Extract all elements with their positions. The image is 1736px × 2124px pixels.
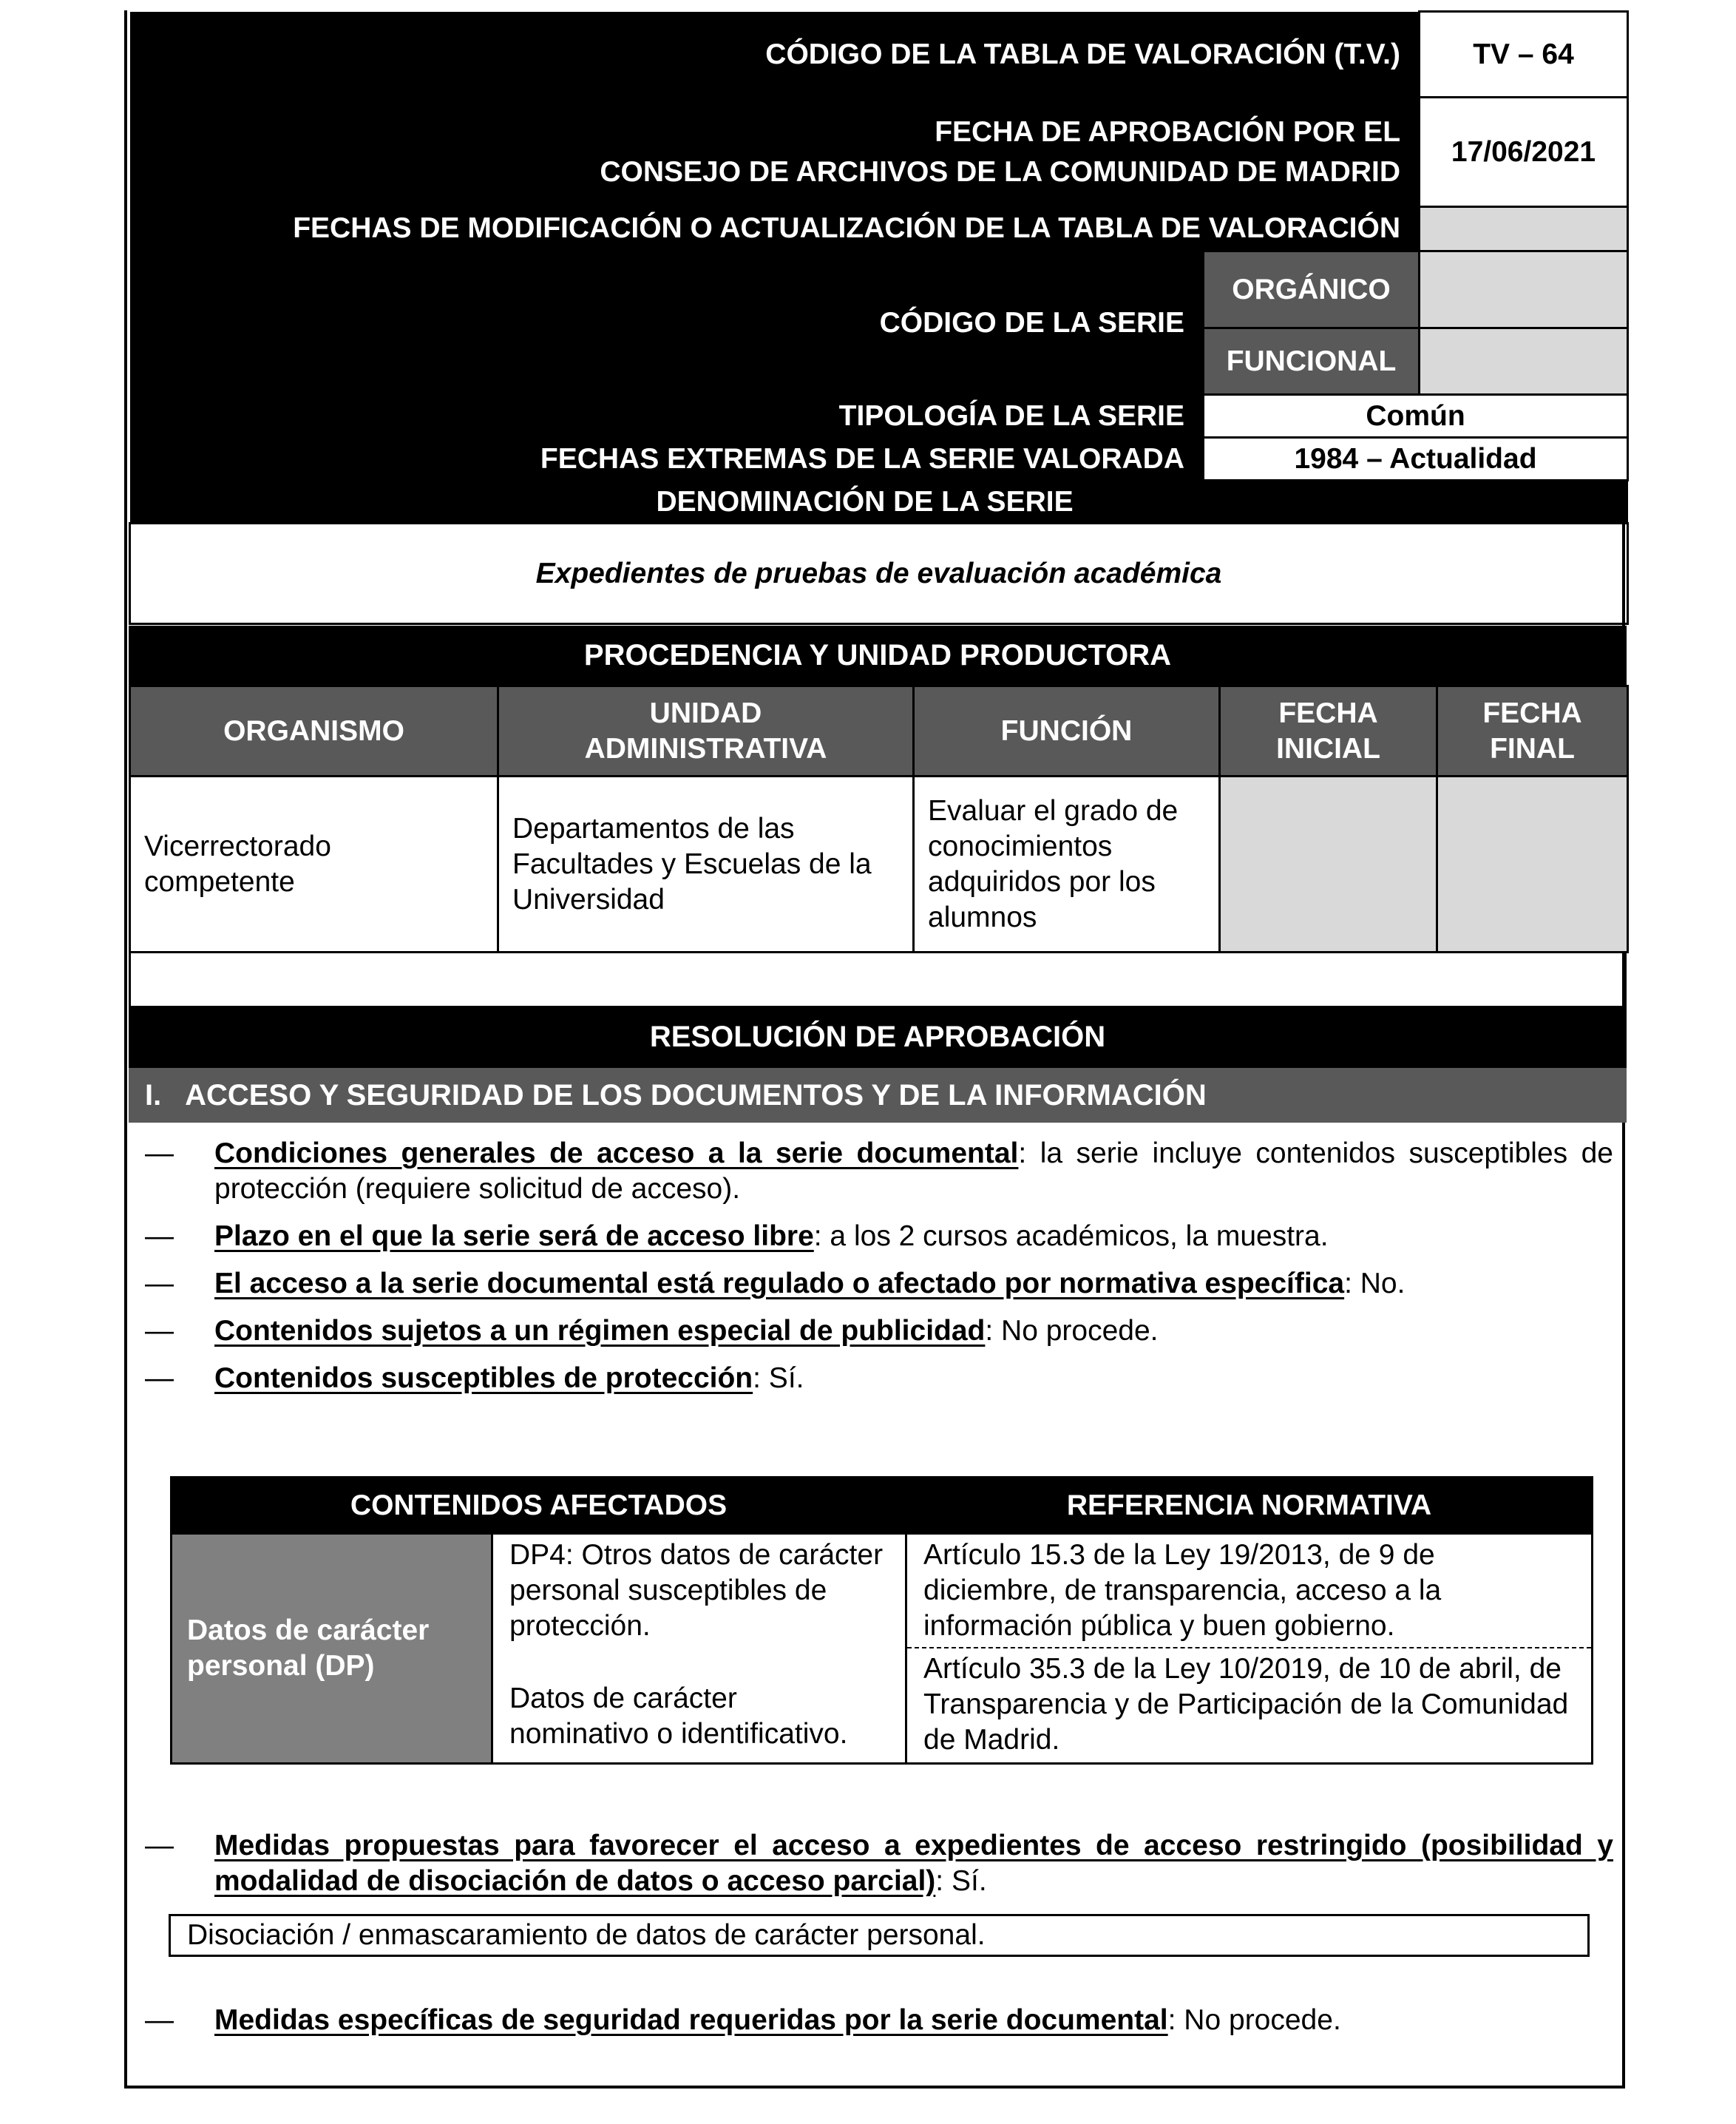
col-fecha-inicial-label: FECHA INICIAL <box>1276 697 1380 765</box>
fechas-modificacion-label: FECHAS DE MODIFICACIÓN O ACTUALIZACIÓN DE LA TABLA DE VALORACIÓN <box>130 207 1420 251</box>
dash-icon: — <box>145 1315 174 1347</box>
fechas-extremas-value: 1984 – Actualidad <box>1204 438 1628 481</box>
bullet-regulado-label: El acceso a la serie documental está regulado o afectado por normativa específica <box>214 1268 1345 1299</box>
referencia-header: REFERENCIA NORMATIVA <box>906 1478 1593 1534</box>
bullet-medidas-seguridad <box>145 2003 1613 2038</box>
organico-value <box>1420 251 1628 328</box>
dash-icon: — <box>145 1830 174 1861</box>
col-organismo: ORGANISMO <box>130 686 498 777</box>
dash-icon: — <box>145 1220 174 1252</box>
reference-2: Artículo 35.3 de la Ley 10/2019, de 10 de abril, de Transparencia y de Participación de la Comunidad de Madrid. <box>906 1648 1593 1763</box>
reference-1: Artículo 15.3 de la Ley 19/2013, de 9 de diciembre, de transparencia, acceso a la información pública y buen gobierno. <box>906 1534 1593 1648</box>
funcion-value <box>914 777 1220 953</box>
fecha-inicial-value <box>1220 777 1437 953</box>
col-fecha-final-label: FECHA FINAL <box>1482 697 1582 765</box>
bullet-publicidad <box>145 1313 1613 1349</box>
funcional-value <box>1420 328 1628 395</box>
section-acceso-title: I. ACCESO Y SEGURIDAD DE LOS DOCUMENTOS Y DE LA INFORMACIÓN <box>129 1068 1627 1123</box>
category-cell: Datos de carácter personal (DP) <box>172 1534 492 1764</box>
bullet-regulado-text: : No. <box>1344 1268 1406 1299</box>
detail-2: Datos de carácter nominativo o identificativo. <box>509 1682 848 1750</box>
bullet-condiciones <box>145 1136 1613 1207</box>
resolucion-title: RESOLUCIÓN DE APROBACIÓN <box>129 1006 1627 1068</box>
fecha-aprobacion-value: 17/06/2021 <box>1420 98 1628 207</box>
contenidos-table <box>170 1476 1593 1765</box>
col-funcion: FUNCIÓN <box>914 686 1220 777</box>
organismo-value-text: Vicerrectorado competente <box>144 830 331 898</box>
bullet-proteccion-label: Contenidos susceptibles de protección <box>214 1362 753 1394</box>
spacer-row <box>129 951 1627 1006</box>
fechas-modificacion-value <box>1420 207 1628 251</box>
organismo-value <box>130 777 498 953</box>
codigo-serie-label: CÓDIGO DE LA SERIE <box>130 251 1204 395</box>
tipologia-value: Común <box>1204 395 1628 438</box>
bullet-proteccion-text: : Sí. <box>753 1362 804 1394</box>
bullet-condiciones-label: Condiciones generales de acceso a la serie documental <box>214 1137 1019 1169</box>
fecha-aprobacion-label <box>130 98 1420 207</box>
unidad-value: Departamentos de las Facultades y Escuelas de la Universidad <box>498 777 914 953</box>
procedencia-title: PROCEDENCIA Y UNIDAD PRODUCTORA <box>129 626 1627 685</box>
detail-1: DP4: Otros datos de carácter personal susceptibles de protección. <box>509 1539 884 1642</box>
bullet-medidas-acceso-text: : Sí. <box>935 1865 987 1897</box>
bullet-regulado <box>145 1266 1613 1302</box>
denominacion-value: Expedientes de pruebas de evaluación académica <box>130 524 1628 624</box>
col-fecha-inicial <box>1220 686 1437 777</box>
fecha-aprobacion-label-line1: FECHA DE APROBACIÓN POR EL <box>935 115 1401 148</box>
col-unidad-administrativa <box>498 686 914 777</box>
bullet-medidas-acceso <box>145 1828 1613 1899</box>
organico-label: ORGÁNICO <box>1204 251 1420 328</box>
bullet-publicidad-text: : No procede. <box>985 1315 1159 1347</box>
fecha-final-value <box>1437 777 1628 953</box>
dash-icon: — <box>145 1268 174 1299</box>
header-table <box>129 10 1629 625</box>
bullet-proteccion <box>145 1361 1613 1396</box>
codigo-tv-label: CÓDIGO DE LA TABLA DE VALORACIÓN (T.V.) <box>130 12 1420 98</box>
detail-cell <box>492 1534 906 1764</box>
col-fecha-final <box>1437 686 1628 777</box>
bullet-publicidad-label: Contenidos sujetos a un régimen especial de publicidad <box>214 1315 986 1347</box>
dash-icon: — <box>145 1362 174 1394</box>
dash-icon: — <box>145 2004 174 2036</box>
funcional-label: FUNCIONAL <box>1204 328 1420 395</box>
procedencia-table <box>129 685 1629 953</box>
codigo-tv-value: TV – 64 <box>1420 12 1628 98</box>
bullet-plazo-label: Plazo en el que la serie será de acceso libre <box>214 1220 814 1252</box>
funcion-value-text: Evaluar el grado de conocimientos adquiridos por los alumnos <box>928 794 1179 933</box>
dash-icon: — <box>145 1137 174 1169</box>
bullet-plazo-text: : a los 2 cursos académicos, la muestra. <box>813 1220 1329 1252</box>
bullet-medidas-seguridad-text: : No procede. <box>1167 2004 1341 2036</box>
contenidos-header: CONTENIDOS AFECTADOS <box>172 1478 906 1534</box>
bullet-plazo <box>145 1219 1613 1254</box>
fechas-extremas-label: FECHAS EXTREMAS DE LA SERIE VALORADA <box>130 438 1204 481</box>
col-unidad-administrativa-label: UNIDAD ADMINISTRATIVA <box>584 697 827 765</box>
bullet-condiciones-text: : la serie incluye contenidos susceptibles de protección (requiere solicitud de acceso). <box>214 1137 1613 1205</box>
fecha-aprobacion-label-line2: CONSEJO DE ARCHIVOS DE LA COMUNIDAD DE MADRID <box>600 155 1401 188</box>
denominacion-label: DENOMINACIÓN DE LA SERIE <box>130 481 1628 524</box>
tipologia-label: TIPOLOGÍA DE LA SERIE <box>130 395 1204 438</box>
bullet-medidas-acceso-label: Medidas propuestas para favorecer el acceso a expedientes de acceso restringido (posibilidad y modalidad de disociación de datos o acceso parcial) <box>214 1830 1613 1897</box>
bullet-medidas-seguridad-label: Medidas específicas de seguridad requeridas por la serie documental <box>214 2004 1168 2036</box>
valuation-sheet <box>124 10 1625 2089</box>
medidas-acceso-box: Disociación / enmascaramiento de datos de carácter personal. <box>169 1914 1590 1957</box>
